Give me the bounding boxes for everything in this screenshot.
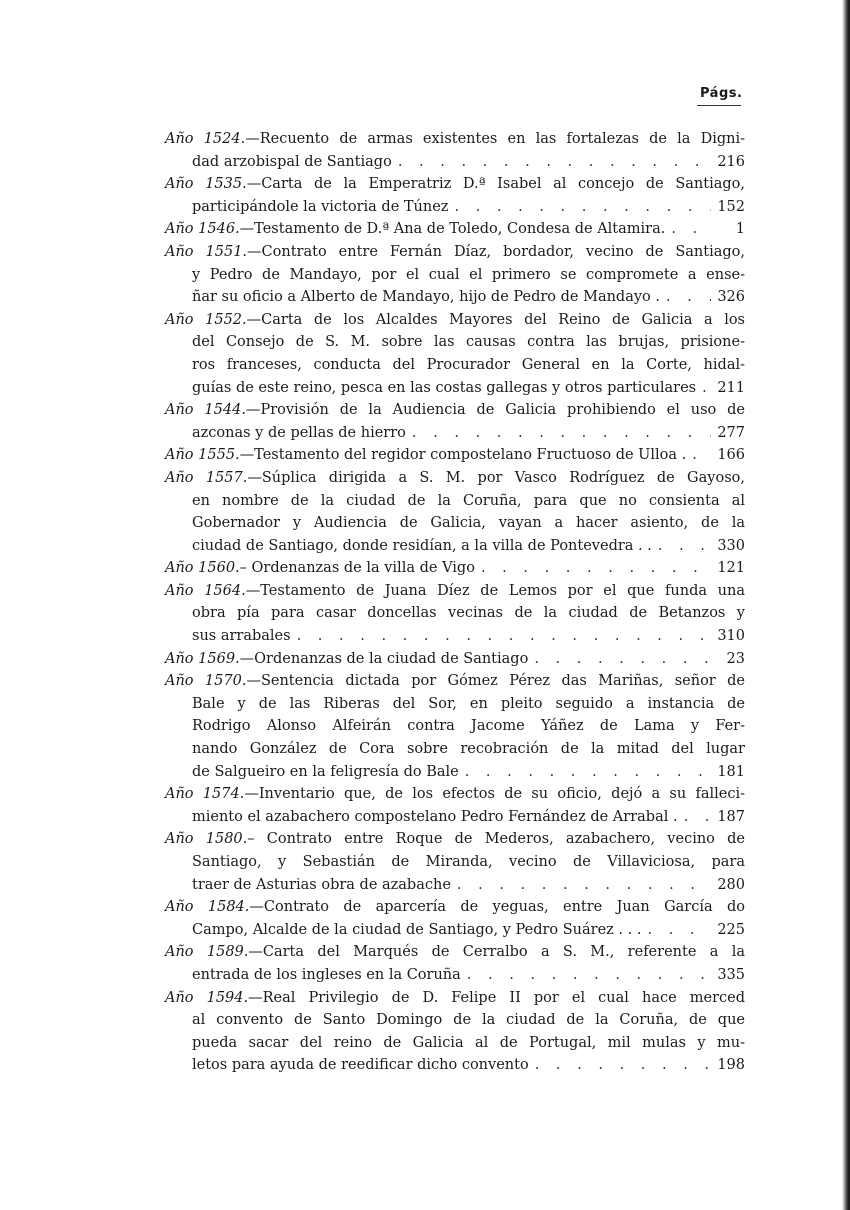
entry-year: Año 1589.: [165, 944, 249, 961]
entry-text: [165, 648, 528, 671]
entry-description: —Inventario que, de los efectos de su oficio, dejó a su falleci-: [244, 786, 745, 803]
entry-description: nando González de Cora sobre recobración de la mitad del lugar: [192, 741, 745, 758]
entry-year: Año 1570.: [165, 673, 247, 690]
entry-year: Año 1574.: [165, 786, 245, 803]
page-number: 280: [717, 876, 745, 893]
leader-dots: [534, 648, 711, 671]
entry-year: Año 1535.: [165, 176, 247, 193]
entry-description: traer de Asturias obra de azabache: [192, 876, 451, 893]
leader-dots: [467, 964, 711, 987]
entry-year: Año 1555.: [165, 447, 240, 464]
page-number: 335: [717, 966, 745, 983]
page-number: 23: [726, 650, 745, 667]
entry-description: —Testamento de D.ª Ana de Toledo, Condesa de Altamira.: [239, 221, 666, 238]
entry-description: azconas y de pellas de hierro: [192, 424, 406, 441]
entry-text: [192, 696, 745, 712]
leader-dots: [647, 919, 711, 942]
entry-description: —Testamento del regidor compostelano Fructuoso de Ulloa .: [239, 447, 687, 464]
entry-description: —Contrato entre Fernán Díaz, bordador, vecino de Santiago,: [247, 243, 746, 260]
entry-text: [192, 806, 678, 829]
page-number: 198: [717, 1057, 745, 1074]
entry-description: —Carta del Marqués de Cerralbo a S. M., referente a la: [248, 944, 745, 961]
entry-text: [192, 151, 392, 174]
entry-text: [192, 1035, 745, 1051]
page-number: 326: [717, 289, 745, 306]
toc-entry-line: [165, 467, 745, 490]
entry-text: [192, 1054, 529, 1077]
toc-entry: [165, 444, 745, 467]
entry-text: [165, 131, 745, 147]
entry-text: [192, 267, 745, 283]
entry-year: Año 1580.: [165, 831, 248, 848]
entry-description: guías de este reino, pesca en las costas gallegas y otros particulares: [192, 379, 697, 396]
toc-entry: [165, 557, 745, 580]
entry-description: miento el azabachero compostelano Pedro Fernández de Arrabal .: [192, 808, 678, 825]
toc-entry-line: [165, 286, 745, 309]
entry-text: [192, 286, 660, 309]
page-number: 211: [717, 379, 745, 396]
toc-entry-line: [165, 512, 745, 535]
entry-description: Campo, Alcalde de la ciudad de Santiago, y Pedro Suárez . . .: [192, 921, 642, 938]
entry-text: [165, 557, 475, 580]
entry-description: Santiago, y Sebastián de Miranda, vecino de Villaviciosa, para: [192, 854, 745, 870]
entry-description: —Ordenanzas de la ciudad de Santiago: [239, 650, 529, 667]
toc-entry-line: [165, 173, 745, 196]
entry-description: —Contrato de aparcería de yeguas, entre Juan García do: [249, 899, 745, 916]
page-number: 330: [717, 537, 745, 554]
leader-dots: [671, 218, 711, 241]
leader-dots: [481, 557, 711, 580]
toc-entry: [165, 399, 745, 444]
leader-dots: [398, 151, 711, 174]
entry-text: [165, 218, 665, 241]
toc-entry-line: [165, 693, 745, 716]
entry-text: [192, 741, 745, 757]
entry-description: —Sentencia dictada por Gómez Pérez das Mariñas, señor de: [246, 673, 745, 690]
entry-text: [165, 831, 745, 847]
toc-entry: [165, 241, 745, 309]
page-number: 166: [717, 447, 745, 464]
toc-entry-line: [165, 806, 745, 829]
toc-entry: [165, 128, 745, 173]
page-number: 181: [717, 763, 745, 780]
entry-text: [192, 1012, 745, 1028]
pages-column-header: Págs.: [700, 86, 743, 101]
entry-text: [165, 470, 745, 486]
entry-text: [192, 874, 451, 897]
leader-dots: [465, 761, 711, 784]
entry-description: —Testamento de Juana Díez de Lemos por el que funda una: [245, 582, 745, 599]
entry-text: [192, 761, 459, 784]
toc-entry: [165, 896, 745, 941]
entry-text: [165, 402, 745, 418]
toc-entry-line: [165, 580, 745, 603]
entry-description: dad arzobispal de Santiago: [192, 153, 392, 170]
toc-entry-line: [165, 218, 745, 241]
entry-description: – Contrato entre Roque de Mederos, azabachero, vecino de: [247, 831, 745, 848]
entry-description: obra pía para casar doncellas vecinas de la ciudad de Betanzos y: [192, 605, 745, 622]
page-number: 121: [717, 560, 745, 577]
entry-year: Año 1524.: [165, 131, 246, 147]
entry-year: Año 1564.: [165, 582, 246, 599]
page-number: 187: [717, 808, 745, 825]
page-number: 1: [735, 221, 745, 238]
toc-entry: [165, 580, 745, 648]
entry-description: —Súplica dirigida a S. M. por Vasco Rodríguez de Gayoso,: [247, 469, 745, 486]
toc-entry: [165, 309, 745, 399]
toc-entry-line: [165, 557, 745, 580]
leader-dots: [297, 625, 711, 648]
header-rule: [697, 105, 741, 106]
entry-year: Año 1569.: [165, 650, 240, 667]
toc-entry-line: [165, 670, 745, 693]
toc-entry-line: [165, 151, 745, 174]
toc-entry-line: [165, 851, 745, 874]
entry-text: [165, 176, 745, 192]
table-of-contents: [165, 128, 745, 1077]
entry-text: [192, 357, 745, 373]
entry-description: —Carta de la Emperatriz D.ª Isabel al concejo de Santiago,: [246, 176, 745, 193]
toc-entry-line: [165, 941, 745, 964]
toc-entry-line: [165, 828, 745, 851]
page-edge-shadow: [842, 0, 850, 1210]
entry-description: participándole la victoria de Túnez: [192, 198, 449, 215]
entry-description: ñar su oficio a Alberto de Mandayo, hijo de Pedro de Mandayo .: [192, 289, 660, 306]
toc-entry-line: [165, 919, 745, 942]
toc-entry: [165, 670, 745, 783]
entry-text: [165, 444, 686, 467]
entry-text: [192, 377, 696, 400]
toc-entry-line: [165, 783, 745, 806]
entry-description: Gobernador y Audiencia de Galicia, vayan a hacer asiento, de la: [192, 515, 745, 532]
entry-text: [192, 515, 745, 531]
toc-entry: [165, 941, 745, 986]
entry-description: entrada de los ingleses en la Coruña: [192, 966, 461, 983]
entry-text: [165, 244, 745, 260]
entry-description: —Carta de los Alcaldes Mayores del Reino de Galicia a los: [246, 311, 746, 328]
entry-description: —Provisión de la Audiencia de Galicia prohibiendo el uso de: [245, 402, 746, 419]
entry-description: —Real Privilegio de D. Felipe II por el cual hace merced: [248, 989, 745, 1006]
toc-entry-line: [165, 354, 745, 377]
entry-description: letos para ayuda de reedificar dicho convento: [192, 1057, 529, 1074]
toc-entry-line: [165, 490, 745, 513]
toc-entry-line: [165, 715, 745, 738]
entry-year: Año 1552.: [165, 311, 247, 328]
entry-text: [192, 919, 641, 942]
toc-entry-line: [165, 964, 745, 987]
toc-entry-line: [165, 444, 745, 467]
leader-dots: [666, 286, 711, 309]
leader-dots: [684, 806, 711, 829]
toc-entry-line: [165, 422, 745, 445]
toc-entry-line: [165, 874, 745, 897]
entry-text: [192, 625, 291, 648]
toc-entry: [165, 218, 745, 241]
toc-entry-line: [165, 377, 745, 400]
entry-year: Año 1557.: [165, 469, 248, 486]
toc-entry-line: [165, 602, 745, 625]
entry-text: [192, 535, 652, 558]
entry-text: [192, 964, 461, 987]
leader-dots: [702, 377, 711, 400]
entry-text: [165, 786, 745, 802]
page-number: 277: [717, 424, 745, 441]
toc-entry: [165, 828, 745, 896]
toc-entry-line: [165, 648, 745, 671]
entry-text: [192, 854, 745, 870]
entry-text: [192, 605, 745, 621]
entry-text: [192, 718, 745, 734]
entry-year: Año 1584.: [165, 899, 250, 916]
toc-entry: [165, 648, 745, 671]
toc-entry-line: [165, 1009, 745, 1032]
leader-dots: [535, 1054, 711, 1077]
toc-entry-line: [165, 738, 745, 761]
toc-entry-line: [165, 264, 745, 287]
toc-entry: [165, 173, 745, 218]
entry-year: Año 1544.: [165, 402, 246, 419]
leader-dots: [692, 444, 711, 467]
toc-entry-line: [165, 896, 745, 919]
entry-description: —Recuento de armas existentes en las fortalezas de la Digni-: [245, 131, 745, 147]
entry-text: [192, 493, 745, 509]
toc-entry: [165, 783, 745, 828]
leader-dots: [658, 535, 711, 558]
entry-year: Año 1551.: [165, 243, 248, 260]
entry-description: ciudad de Santiago, donde residían, a la villa de Pontevedra . .: [192, 537, 652, 554]
toc-entry-line: [165, 399, 745, 422]
entry-description: ros franceses, conducta del Procurador General en la Corte, hidal-: [192, 356, 745, 373]
leader-dots: [457, 874, 711, 897]
entry-description: – Ordenanzas de la villa de Vigo: [239, 560, 475, 577]
toc-entry: [165, 987, 745, 1077]
entry-description: Bale y de las Riberas del Sor, en pleito seguido a instancia de: [192, 695, 745, 712]
leader-dots: [412, 422, 711, 445]
leader-dots: [454, 196, 711, 219]
entry-text: [192, 334, 745, 350]
entry-text: [165, 583, 745, 599]
entry-description: del Consejo de S. M. sobre las causas contra las brujas, prisione-: [192, 334, 745, 351]
entry-text: [192, 422, 406, 445]
entry-description: de Salgueiro en la feligresía do Bale: [192, 763, 459, 780]
toc-entry-line: [165, 196, 745, 219]
entry-text: [165, 899, 745, 915]
entry-description: Rodrigo Alonso Alfeirán contra Jacome Yáñez de Lama y Fer-: [192, 718, 745, 735]
entry-year: Año 1560.: [165, 560, 240, 577]
toc-entry-line: [165, 987, 745, 1010]
toc-entry-line: [165, 241, 745, 264]
entry-description: en nombre de la ciudad de la Coruña, para que no consienta al: [192, 492, 745, 509]
page-number: 310: [717, 628, 745, 645]
entry-year: Año 1594.: [165, 989, 249, 1006]
page-number: 216: [717, 153, 745, 170]
entry-text: [165, 944, 745, 960]
toc-entry: [165, 467, 745, 557]
entry-text: [165, 673, 745, 689]
entry-description: al convento de Santo Domingo de la ciudad de la Coruña, de que: [192, 1012, 745, 1029]
entry-description: sus arrabales: [192, 628, 291, 645]
entry-year: Año 1546.: [165, 221, 240, 238]
entry-description: pueda sacar del reino de Galicia al de Portugal, mil mulas y mu-: [192, 1034, 745, 1051]
entry-text: [192, 196, 448, 219]
entry-text: [165, 990, 745, 1006]
toc-entry-line: [165, 331, 745, 354]
toc-entry-line: [165, 309, 745, 332]
toc-entry-line: [165, 625, 745, 648]
page-number: 225: [717, 921, 745, 938]
entry-text: [165, 312, 745, 328]
toc-entry-line: [165, 761, 745, 784]
toc-entry-line: [165, 1032, 745, 1055]
page-number: 152: [717, 198, 745, 215]
toc-entry-line: [165, 1054, 745, 1077]
toc-entry-line: [165, 128, 745, 151]
entry-description: y Pedro de Mandayo, por el cual el primero se compromete a ense-: [192, 266, 745, 283]
toc-entry-line: [165, 535, 745, 558]
